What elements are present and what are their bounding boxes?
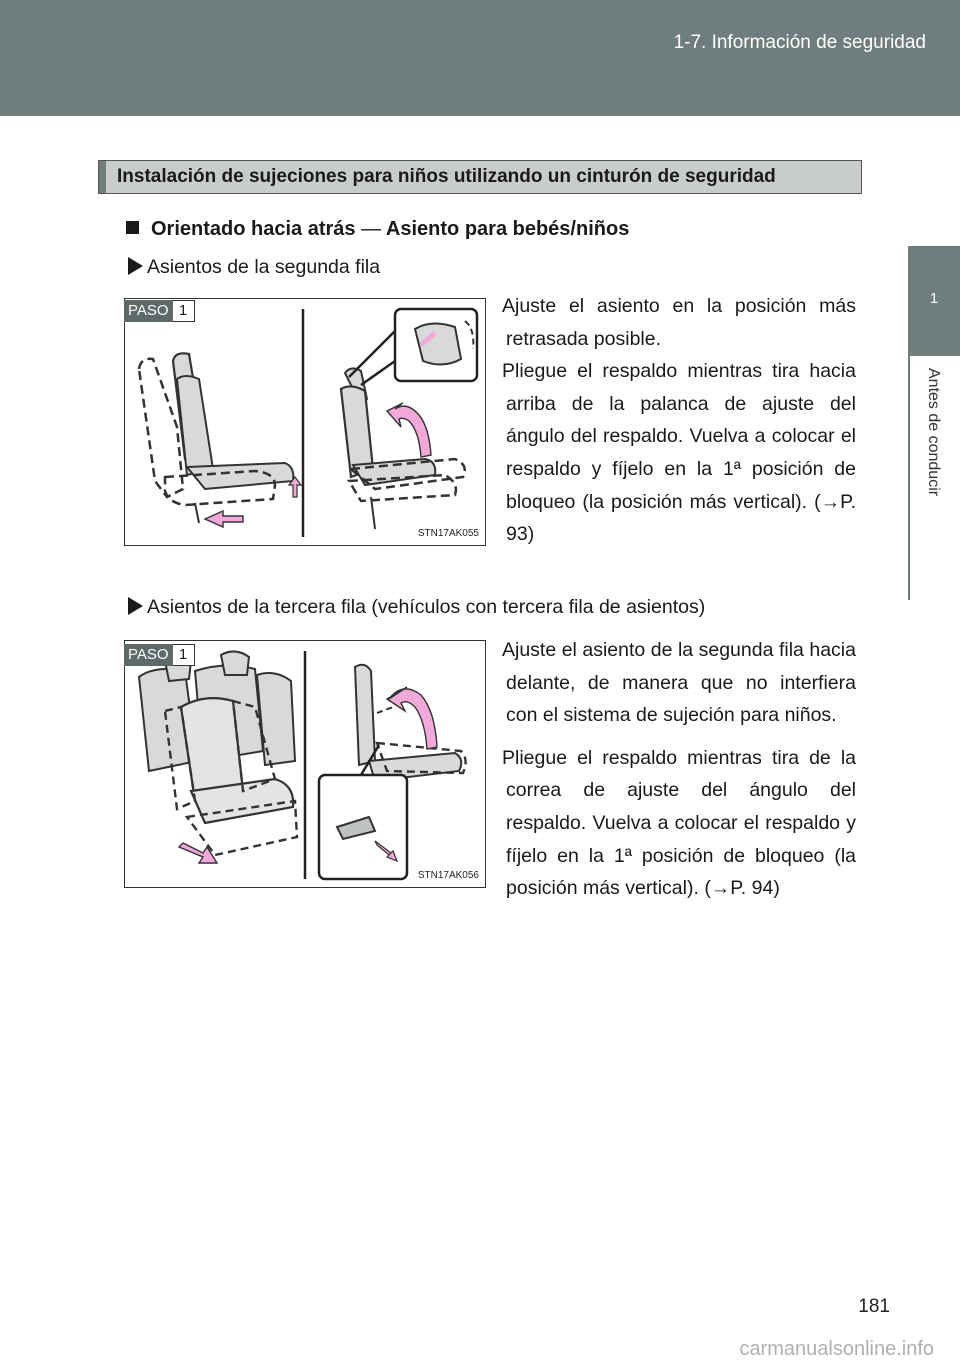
figure-code: STN17AK056 bbox=[417, 870, 479, 881]
instructions-third-row bbox=[502, 634, 856, 905]
page-number: 181 bbox=[858, 1296, 890, 1317]
triangle-bullet-icon bbox=[128, 257, 143, 275]
chapter-tab[interactable] bbox=[908, 246, 960, 356]
instruction-paragraph: Pliegue el respaldo mientras tira hacia arriba de la palanca de ajuste del ángulo del respaldo. Vuelva a colocar el respaldo y fíjelo en la 1ª posición de bloqueo (la posición más vertical). (→P. 93) bbox=[502, 360, 856, 546]
instructions-second-row bbox=[502, 290, 856, 551]
watermark-text: carmanualsonline.info bbox=[739, 1338, 934, 1360]
bullet-third-row: Asientos de la tercera fila (vehículos con tercera fila de asientos) bbox=[128, 596, 705, 619]
chapter-label: Antes de conducir bbox=[925, 368, 942, 497]
instruction-paragraph: Ajuste el asiento de la segunda fila hacia delante, de manera que no interfiera con el sistema de sujeción para niños. bbox=[502, 639, 856, 727]
square-bullet-icon bbox=[126, 221, 139, 234]
figure-third-row bbox=[124, 640, 486, 888]
page-header bbox=[0, 0, 960, 116]
subheading-left: Orientado hacia atrás bbox=[151, 218, 356, 240]
chapter-number: 1 bbox=[929, 290, 939, 307]
triangle-bullet-icon bbox=[128, 597, 143, 615]
instruction-paragraph: Pliegue el respaldo mientras tira de la correa de ajuste del ángulo del respaldo. Vuelva a colocar el respaldo y fíjelo en la 1ª posición de bloqueo (la posición más vertical). (→P. 94) bbox=[502, 746, 856, 900]
paso-badge: PASO 1 bbox=[124, 644, 195, 666]
figure-code: STN17AK055 bbox=[417, 528, 479, 539]
subheading-right: Asiento para bebés/niños bbox=[385, 218, 630, 240]
section-title: Instalación de sujeciones para niños utilizando un cinturón de seguridad bbox=[98, 160, 862, 194]
seat-fold-illustration bbox=[125, 299, 484, 544]
paso-badge: PASO 1 bbox=[124, 300, 195, 322]
subheading bbox=[126, 218, 629, 241]
bullet-second-row: Asientos de la segunda fila bbox=[128, 256, 380, 279]
instruction-paragraph: Ajuste el asiento en la posición más retrasada posible. bbox=[502, 295, 856, 350]
figure-second-row bbox=[124, 298, 486, 546]
header-title: 1-7. Información de seguridad bbox=[673, 32, 926, 53]
seat-fold-illustration bbox=[125, 641, 484, 886]
subheading-dash: — bbox=[361, 218, 382, 240]
